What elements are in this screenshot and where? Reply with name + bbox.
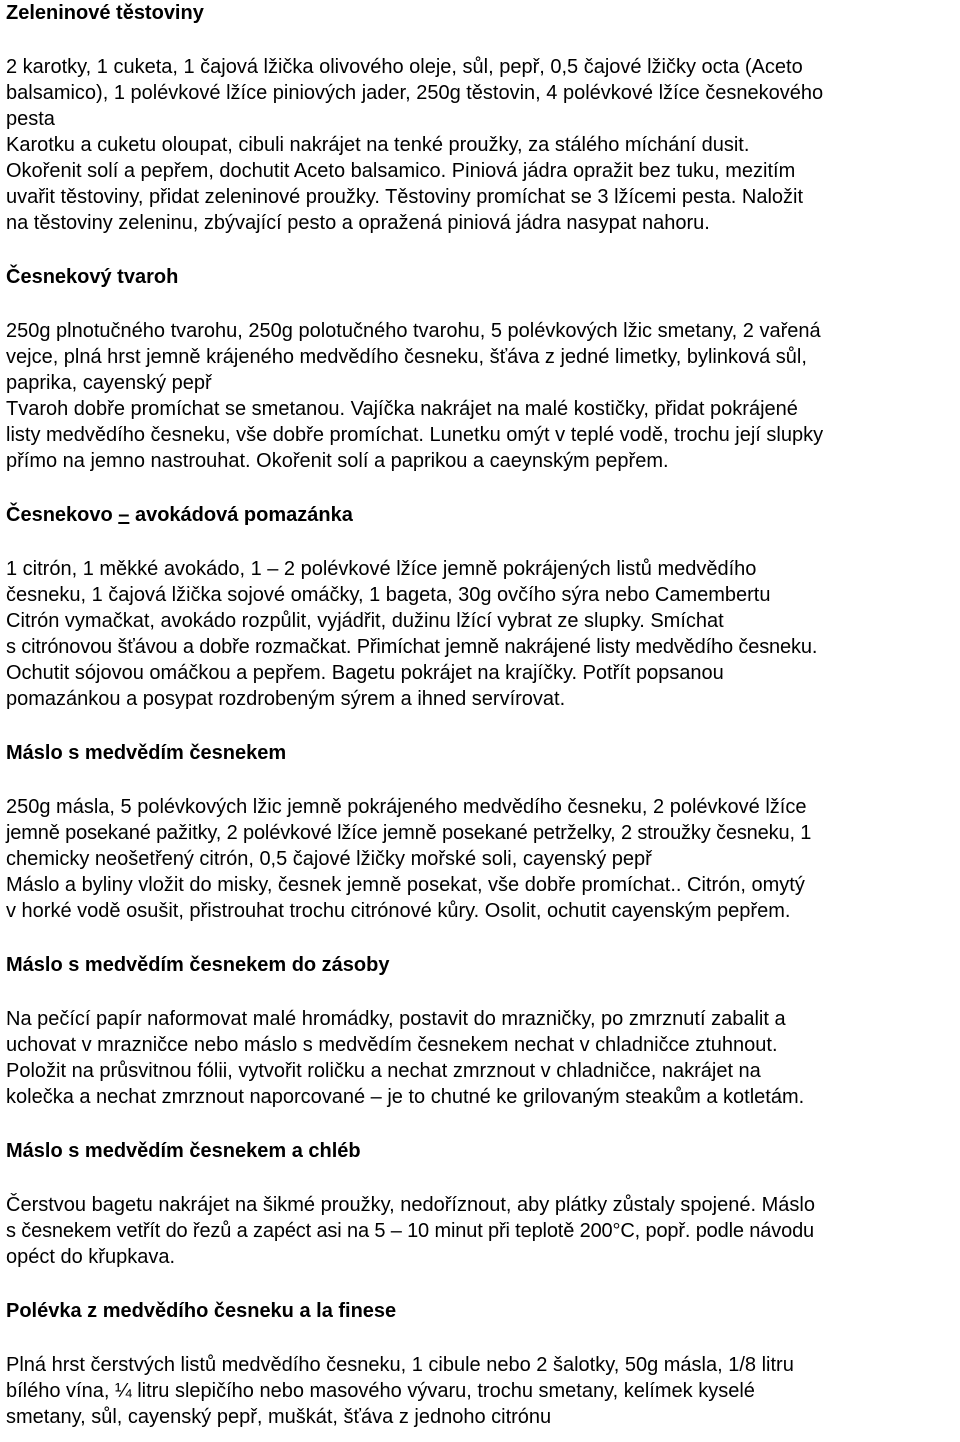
recipe-text-line: Položit na průsvitnou fólii, vytvořit roličku a nechat zmrznout v chladničce, nakrájet na: [6, 1060, 761, 1082]
recipe-title: Polévka z medvědího česneku a la finese: [6, 1300, 397, 1322]
recipe-text-line: přímo na jemno nastrouhat. Okořenit solí a paprikou a caeynským pepřem.: [6, 450, 669, 472]
document-page: [6, 0, 958, 1430]
recipe-title: Zeleninové těstoviny: [6, 2, 204, 24]
recipe-text-line: 2 karotky, 1 cuketa, 1 čajová lžička olivového oleje, sůl, pepř, 0,5 čajové lžičky octa (Aceto: [6, 56, 803, 78]
recipe-title: Česnekový tvaroh: [6, 266, 179, 288]
recipe-text-line: na těstoviny zeleninu, zbývající pesto a opražená piniová jádra nasypat nahoru.: [6, 212, 710, 234]
recipe-cesnekovy-tvaroh: [6, 264, 958, 474]
recipe-maslo-s-medvedim-cesnekem: [6, 740, 958, 924]
recipe-text-line: Máslo a byliny vložit do misky, česnek jemně posekat, vše dobře promíchat.. Citrón, omytý: [6, 874, 805, 896]
recipe-text-line: kolečka a nechat zmrznout naporcované – je to chutné ke grilovaným steakům a kotletám.: [6, 1086, 805, 1108]
recipe-text-line: 1 citrón, 1 měkké avokádo, 1 – 2 polévkové lžíce jemně pokrájených listů medvědího: [6, 558, 757, 580]
recipe-text-line: 250g plnotučného tvarohu, 250g polotučného tvarohu, 5 polévkových lžic smetany, 2 vařená: [6, 320, 821, 342]
recipe-title: [6, 502, 958, 528]
recipe-text-line: Okořenit solí a pepřem, dochutit Aceto balsamico. Piniová jádra opražit bez tuku, mezitím: [6, 160, 796, 182]
recipe-text-line: paprika, cayenský pepř: [6, 372, 212, 394]
recipe-text-line: v horké vodě osušit, přistrouhat trochu citrónové kůry. Osolit, ochutit cayenským pepřem.: [6, 900, 791, 922]
recipe-text-line: Tvaroh dobře promíchat se smetanou. Vajíčka nakrájet na malé kostičky, přidat pokrájené: [6, 398, 798, 420]
recipe-text-line: Na pečící papír naformovat malé hromádky, postavit do mrazničky, po zmrznutí zabalit a: [6, 1008, 786, 1030]
recipe-title: Máslo s medvědím česnekem a chléb: [6, 1140, 361, 1162]
recipe-text-line: vejce, plná hrst jemně krájeného medvědího česneku, šťáva z jedné limetky, bylinková sůl,: [6, 346, 807, 368]
recipe-text-line: opéct do křupkava.: [6, 1246, 175, 1268]
recipe-text-line: Karotku a cuketu oloupat, cibuli nakrájet na tenké proužky, za stálého míchání dusit.: [6, 134, 750, 156]
recipe-text-line: Ochutit sójovou omáčkou a pepřem. Bagetu pokrájet na krajíčky. Potřít popsanou: [6, 662, 724, 684]
recipe-cesnekovo-avokadova-pomazanka: [6, 502, 958, 712]
recipe-text-line: balsamico), 1 polévkové lžíce piniových jader, 250g těstovin, 4 polévkové lžíce česnekového: [6, 82, 824, 104]
recipe-text-line: Plná hrst čerstvých listů medvědího česneku, 1 cibule nebo 2 šalotky, 50g másla, 1/8 litru: [6, 1354, 794, 1376]
recipe-text-line: s citrónovou šťávou a dobře rozmačkat. Přimíchat jemně nakrájené listy medvědího česneku.: [6, 636, 818, 658]
recipe-text-line: uchovat v mrazničce nebo máslo s medvědím česnekem nechat v chladničce ztuhnout.: [6, 1034, 778, 1056]
recipe-text-line: pomazánkou a posypat rozdrobeným sýrem a ihned servírovat.: [6, 688, 566, 710]
recipe-title-part: avokádová pomazánka: [129, 504, 353, 526]
recipe-text-line: s česnekem vetřít do řezů a zapéct asi na 5 – 10 minut při teplotě 200°C, popř. podle návodu: [6, 1220, 815, 1242]
recipe-polevka-a-la-finese: [6, 1298, 958, 1430]
recipe-text-line: bílého vína, ¼ litru slepičího nebo masového vývaru, trochu smetany, kelímek kyselé: [6, 1380, 755, 1402]
recipe-title-dash: –: [118, 504, 130, 526]
recipe-maslo-do-zasoby: [6, 952, 958, 1110]
recipe-title: Máslo s medvědím česnekem: [6, 742, 287, 764]
recipe-text-line: chemicky neošetřený citrón, 0,5 čajové lžičky mořské soli, cayenský pepř: [6, 848, 652, 870]
recipe-text-line: 250g másla, 5 polévkových lžic jemně pokrájeného medvědího česneku, 2 polévkové lžíce: [6, 796, 807, 818]
recipe-maslo-a-chleb: [6, 1138, 958, 1270]
recipe-title: Máslo s medvědím česnekem do zásoby: [6, 954, 390, 976]
recipe-text-line: jemně posekané pažitky, 2 polévkové lžíce jemně posekané petrželky, 2 stroužky česneku, 1: [6, 822, 812, 844]
recipe-text-line: listy medvědího česneku, vše dobře promíchat. Lunetku omýt v teplé vodě, trochu její slupky: [6, 424, 824, 446]
recipe-title-part: Česnekovo: [6, 504, 119, 526]
recipe-zeleninove-testoviny: [6, 0, 958, 236]
recipe-text-line: Citrón vymačkat, avokádo rozpůlit, vyjádřit, dužinu lžící vybrat ze slupky. Smíchat: [6, 610, 724, 632]
recipe-text-line: uvařit těstoviny, přidat zeleninové proužky. Těstoviny promíchat se 3 lžícemi pesta. Naložit: [6, 186, 804, 208]
recipe-text-line: smetany, sůl, cayenský pepř, muškát, šťáva z jednoho citrónu: [6, 1406, 552, 1428]
recipe-text-line: Čerstvou bagetu nakrájet na šikmé proužky, nedoříznout, aby plátky zůstaly spojené. Máslo: [6, 1194, 815, 1216]
recipe-text-line: pesta: [6, 108, 55, 130]
recipe-text-line: česneku, 1 čajová lžička sojové omáčky, 1 bageta, 30g ovčího sýra nebo Camembertu: [6, 584, 771, 606]
